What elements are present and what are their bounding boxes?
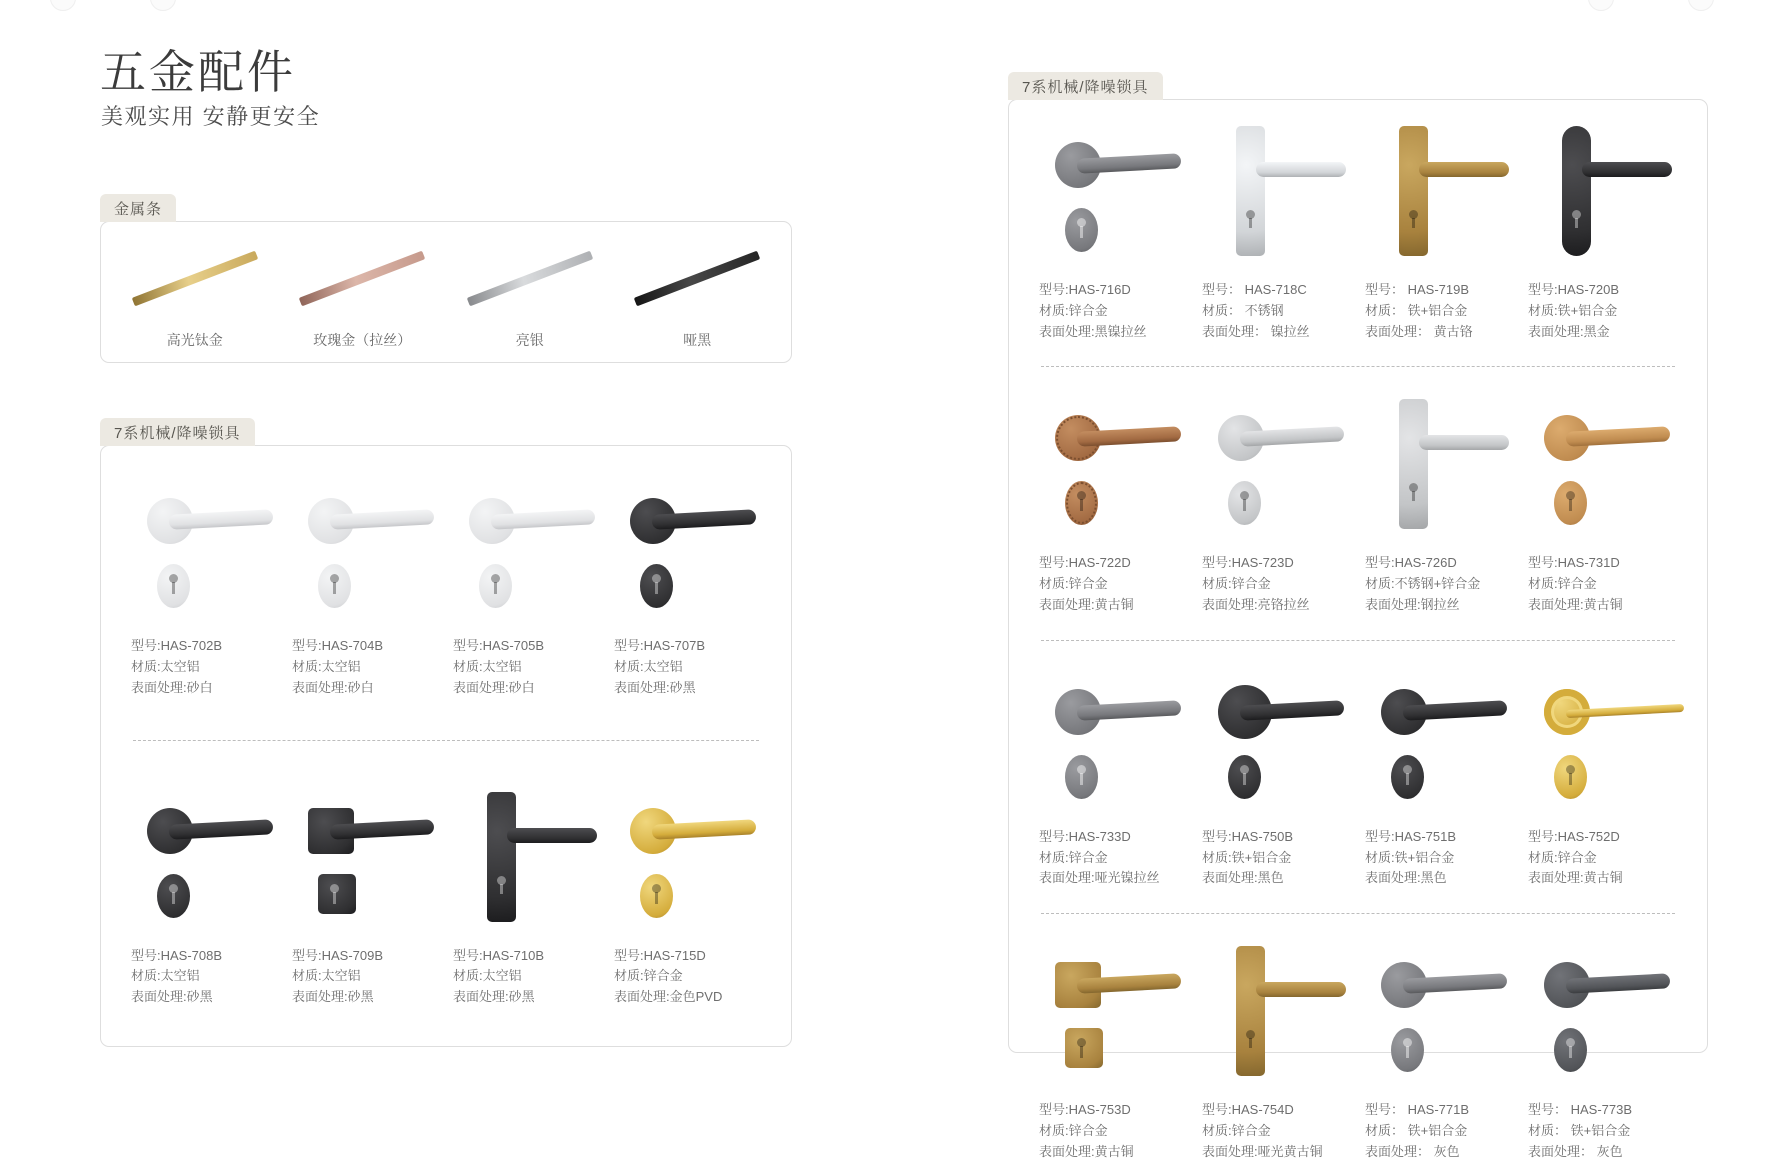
keyhole-icon bbox=[1246, 210, 1255, 219]
lock-section-left-tab: 7系机械/降噪锁具 bbox=[100, 418, 255, 446]
product-image bbox=[1365, 397, 1514, 539]
product-material: 材质:锌合金 bbox=[1039, 849, 1108, 865]
product-card bbox=[453, 790, 600, 1026]
product-card bbox=[1365, 944, 1514, 1162]
product-image bbox=[1039, 944, 1188, 1086]
escutcheon bbox=[157, 564, 190, 608]
lever-handle bbox=[1256, 162, 1346, 177]
keyhole-icon bbox=[1572, 210, 1581, 219]
product-material: 材质:锌合金 bbox=[1202, 576, 1271, 592]
escutcheon bbox=[1554, 755, 1587, 799]
product-image bbox=[1202, 124, 1351, 266]
product-image bbox=[1202, 397, 1351, 539]
product-image bbox=[292, 790, 439, 932]
backplate bbox=[1236, 946, 1265, 1076]
product-finish: 表面处理:黑色 bbox=[1365, 870, 1447, 886]
product-finish: 表面处理:砂白 bbox=[453, 679, 535, 695]
escutcheon bbox=[1391, 1028, 1424, 1072]
product-material: 材质:太空铝 bbox=[614, 658, 683, 674]
lock-section-right bbox=[1008, 72, 1708, 1159]
product-material: 材质： 铁+铝合金 bbox=[1365, 302, 1468, 318]
metal-strip-item bbox=[279, 240, 447, 350]
product-card bbox=[1039, 124, 1188, 342]
lever-handle bbox=[1256, 982, 1346, 997]
backplate bbox=[1236, 126, 1265, 256]
product-material: 材质:太空铝 bbox=[453, 658, 522, 674]
product-finish: 表面处理： 黄古铬 bbox=[1365, 323, 1473, 339]
product-model: 型号:HAS-731D bbox=[1528, 555, 1620, 571]
product-image bbox=[1365, 671, 1514, 813]
product-model: 型号:HAS-716D bbox=[1039, 282, 1131, 297]
product-finish: 表面处理:黄古铜 bbox=[1528, 870, 1623, 886]
metal-strip-swatch bbox=[467, 251, 593, 307]
product-finish: 表面处理:砂黑 bbox=[453, 989, 535, 1005]
lock-section-left-box bbox=[100, 445, 792, 1047]
product-model: 型号:HAS-751B bbox=[1365, 828, 1457, 844]
lever-handle bbox=[1582, 162, 1672, 177]
product-model: 型号:HAS-754D bbox=[1202, 1102, 1294, 1118]
product-model: 型号:HAS-753D bbox=[1039, 1102, 1131, 1118]
backplate bbox=[1399, 399, 1428, 529]
escutcheon bbox=[1391, 755, 1424, 799]
metal-strips-section bbox=[100, 194, 792, 363]
lever-handle bbox=[507, 828, 597, 843]
row-divider bbox=[1041, 640, 1675, 641]
product-material: 材质:锌合金 bbox=[1039, 302, 1108, 318]
escutcheon bbox=[157, 874, 190, 918]
product-card bbox=[292, 790, 439, 1026]
product-material: 材质:铁+铝合金 bbox=[1365, 849, 1455, 865]
product-finish: 表面处理:砂黑 bbox=[614, 679, 696, 695]
product-card bbox=[1202, 944, 1351, 1162]
product-image bbox=[1528, 944, 1677, 1086]
escutcheon bbox=[318, 564, 351, 608]
product-model: 型号： HAS-771B bbox=[1365, 1102, 1470, 1118]
page-title: 五金配件 bbox=[100, 46, 296, 98]
product-finish: 表面处理： 灰色 bbox=[1528, 1143, 1623, 1159]
product-model: 型号:HAS-705B bbox=[453, 638, 545, 653]
product-card bbox=[1528, 944, 1677, 1162]
product-model: 型号： HAS-719B bbox=[1365, 282, 1470, 297]
product-finish: 表面处理:黑金 bbox=[1528, 323, 1610, 339]
escutcheon bbox=[1228, 755, 1261, 799]
lock-section-left bbox=[100, 418, 792, 1047]
product-material: 材质:不锈钢+锌合金 bbox=[1365, 576, 1481, 592]
product-material: 材质:太空铝 bbox=[131, 968, 200, 984]
metal-strip-item bbox=[446, 240, 614, 350]
product-image bbox=[1202, 671, 1351, 813]
product-card bbox=[292, 480, 439, 716]
product-material: 材质： 铁+铝合金 bbox=[1528, 1122, 1631, 1138]
row-divider bbox=[1041, 913, 1675, 914]
product-image bbox=[292, 480, 439, 622]
escutcheon bbox=[1065, 755, 1098, 799]
escutcheon bbox=[318, 874, 356, 914]
product-card bbox=[614, 790, 761, 1026]
product-image bbox=[1039, 124, 1188, 266]
product-model: 型号:HAS-715D bbox=[614, 947, 706, 963]
product-card bbox=[1202, 397, 1351, 615]
row-divider bbox=[133, 740, 759, 741]
product-model: 型号:HAS-726D bbox=[1365, 555, 1457, 571]
product-model: 型号:HAS-709B bbox=[292, 947, 384, 963]
product-card bbox=[1528, 124, 1677, 342]
product-material: 材质:锌合金 bbox=[1528, 576, 1597, 592]
product-finish: 表面处理:砂黑 bbox=[131, 989, 213, 1005]
product-model: 型号:HAS-704B bbox=[292, 638, 384, 653]
product-finish: 表面处理:黑镍拉丝 bbox=[1039, 323, 1147, 339]
product-image bbox=[131, 480, 278, 622]
product-finish: 表面处理:金色PVD bbox=[614, 989, 723, 1005]
product-material: 材质： 铁+铝合金 bbox=[1365, 1122, 1468, 1138]
product-image bbox=[1528, 124, 1677, 266]
escutcheon bbox=[1554, 1028, 1587, 1072]
escutcheon bbox=[1228, 481, 1261, 525]
metal-strips-tab: 金属条 bbox=[100, 194, 176, 222]
product-card bbox=[1528, 671, 1677, 889]
product-finish: 表面处理:砂白 bbox=[131, 679, 213, 695]
product-card bbox=[1365, 124, 1514, 342]
escutcheon bbox=[1065, 208, 1098, 252]
lock-section-right-box bbox=[1008, 99, 1708, 1159]
escutcheon bbox=[479, 564, 512, 608]
product-image bbox=[131, 790, 278, 932]
product-card bbox=[1202, 671, 1351, 889]
product-card bbox=[1365, 671, 1514, 889]
product-finish: 表面处理： 镍拉丝 bbox=[1202, 323, 1310, 339]
keyhole-icon bbox=[497, 876, 506, 885]
product-material: 材质:锌合金 bbox=[1528, 849, 1597, 865]
metal-strip-label: 哑黑 bbox=[683, 332, 712, 348]
product-image bbox=[614, 480, 761, 622]
watermark-circle bbox=[1688, 0, 1714, 11]
product-image bbox=[453, 790, 600, 932]
escutcheon bbox=[640, 564, 673, 608]
product-model: 型号:HAS-702B bbox=[131, 638, 223, 653]
lock-section-right-tab: 7系机械/降噪锁具 bbox=[1008, 72, 1163, 100]
product-card bbox=[1039, 671, 1188, 889]
keyhole-icon bbox=[1409, 210, 1418, 219]
product-card bbox=[614, 480, 761, 716]
backplate bbox=[487, 792, 516, 922]
product-finish: 表面处理:砂白 bbox=[292, 679, 374, 695]
product-card bbox=[1528, 397, 1677, 615]
product-finish: 表面处理:黄古铜 bbox=[1528, 596, 1623, 612]
metal-strip-label: 亮银 bbox=[515, 332, 544, 348]
product-model: 型号:HAS-733D bbox=[1039, 828, 1131, 844]
watermark-circle bbox=[1588, 0, 1614, 11]
product-finish: 表面处理:钢拉丝 bbox=[1365, 596, 1460, 612]
lever-handle bbox=[1419, 435, 1509, 450]
product-image bbox=[1202, 944, 1351, 1086]
escutcheon bbox=[1065, 481, 1098, 525]
product-material: 材质:铁+铝合金 bbox=[1202, 849, 1292, 865]
product-model: 型号:HAS-708B bbox=[131, 947, 223, 963]
watermark-circle bbox=[50, 0, 76, 11]
product-finish: 表面处理:黄古铜 bbox=[1039, 1143, 1134, 1159]
product-card bbox=[1039, 944, 1188, 1162]
metal-strip-swatch bbox=[299, 251, 425, 307]
product-finish: 表面处理:黄古铜 bbox=[1039, 596, 1134, 612]
metal-strip-item bbox=[111, 240, 279, 350]
product-model: 型号:HAS-710B bbox=[453, 947, 545, 963]
product-image bbox=[453, 480, 600, 622]
product-model: 型号： HAS-773B bbox=[1528, 1102, 1633, 1118]
page-subtitle: 美观实用 安静更安全 bbox=[101, 104, 321, 129]
product-model: 型号:HAS-720B bbox=[1528, 282, 1620, 297]
product-finish: 表面处理:砂黑 bbox=[292, 989, 374, 1005]
metal-strip-swatch bbox=[132, 251, 258, 307]
product-model: 型号： HAS-718C bbox=[1202, 282, 1307, 297]
metal-strips-box bbox=[100, 221, 792, 363]
product-card bbox=[453, 480, 600, 716]
product-image bbox=[1039, 671, 1188, 813]
row-divider bbox=[1041, 366, 1675, 367]
product-finish: 表面处理:哑光黄古铜 bbox=[1202, 1143, 1323, 1159]
metal-strip-swatch bbox=[634, 251, 760, 307]
lever-handle bbox=[1419, 162, 1509, 177]
product-card bbox=[131, 790, 278, 1026]
product-image bbox=[1039, 397, 1188, 539]
escutcheon bbox=[640, 874, 673, 918]
product-image bbox=[1365, 944, 1514, 1086]
watermark-circle bbox=[150, 0, 176, 11]
product-model: 型号:HAS-752D bbox=[1528, 828, 1620, 844]
metal-strip-label: 高光钛金 bbox=[166, 332, 223, 348]
product-material: 材质:铁+铝合金 bbox=[1528, 302, 1618, 318]
product-image bbox=[614, 790, 761, 932]
product-card bbox=[1039, 397, 1188, 615]
product-model: 型号:HAS-707B bbox=[614, 638, 706, 653]
product-image bbox=[1528, 671, 1677, 813]
product-material: 材质:锌合金 bbox=[614, 968, 683, 984]
product-card bbox=[131, 480, 278, 716]
product-image bbox=[1528, 397, 1677, 539]
product-finish: 表面处理:哑光镍拉丝 bbox=[1039, 870, 1160, 886]
product-card bbox=[1202, 124, 1351, 342]
escutcheon bbox=[1065, 1028, 1103, 1068]
metal-strip-label: 玫瑰金（拉丝） bbox=[313, 332, 412, 348]
product-finish: 表面处理： 灰色 bbox=[1365, 1143, 1460, 1159]
product-finish: 表面处理:亮铬拉丝 bbox=[1202, 596, 1310, 612]
product-model: 型号:HAS-722D bbox=[1039, 555, 1131, 571]
backplate bbox=[1562, 126, 1591, 256]
product-material: 材质： 不锈钢 bbox=[1202, 302, 1284, 318]
product-finish: 表面处理:黑色 bbox=[1202, 870, 1284, 886]
escutcheon bbox=[1554, 481, 1587, 525]
product-model: 型号:HAS-750B bbox=[1202, 828, 1294, 844]
product-model: 型号:HAS-723D bbox=[1202, 555, 1294, 571]
product-material: 材质:锌合金 bbox=[1202, 1122, 1271, 1138]
product-material: 材质:锌合金 bbox=[1039, 576, 1108, 592]
product-material: 材质:锌合金 bbox=[1039, 1122, 1108, 1138]
product-material: 材质:太空铝 bbox=[131, 658, 200, 674]
product-material: 材质:太空铝 bbox=[292, 968, 361, 984]
product-material: 材质:太空铝 bbox=[292, 658, 361, 674]
backplate bbox=[1399, 126, 1428, 256]
product-card bbox=[1365, 397, 1514, 615]
metal-strip-item bbox=[614, 240, 782, 350]
product-image bbox=[1365, 124, 1514, 266]
product-material: 材质:太空铝 bbox=[453, 968, 522, 984]
